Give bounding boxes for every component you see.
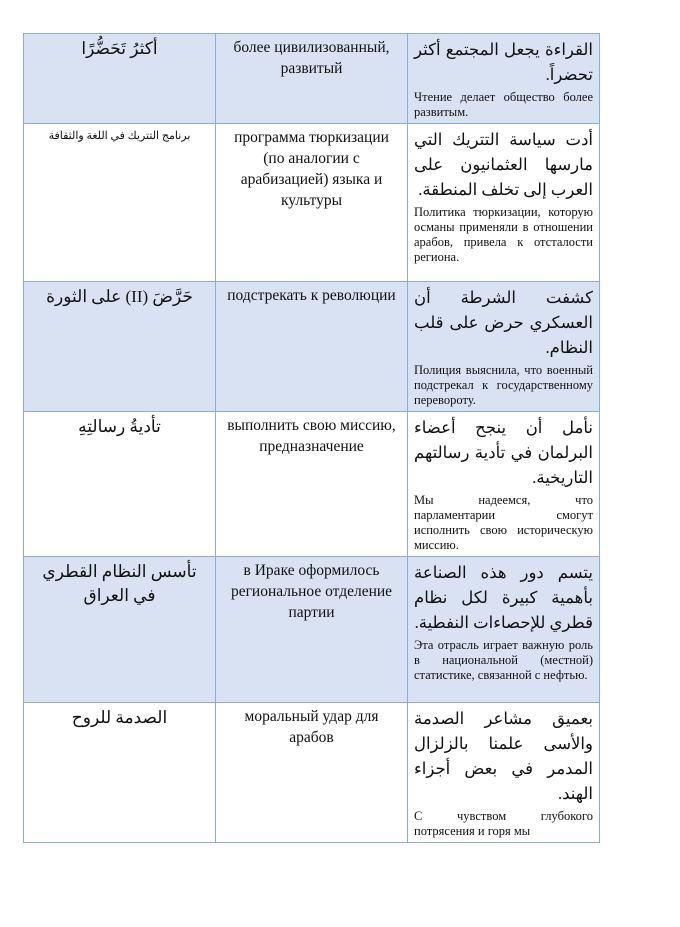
translation-cell <box>216 557 408 703</box>
term-cell <box>24 282 216 412</box>
translation-cell <box>216 282 408 412</box>
russian-example: Полиция выяснила, что военный подстрекал к государственному перевороту. <box>414 363 593 407</box>
table-row <box>24 703 600 843</box>
table-row <box>24 34 600 124</box>
vocabulary-table <box>23 33 600 843</box>
example-cell <box>408 124 600 282</box>
russian-translation: программа тюркизации (по аналогии с арабизацией) языка и культуры <box>234 129 389 209</box>
table-row <box>24 557 600 703</box>
russian-translation: выполнить свою миссию, предназначение <box>227 417 396 455</box>
russian-example: Эта отрасль играет важную роль в национальной (местной) статистике, связанной с нефтью. <box>414 638 593 682</box>
arabic-term: تأديةُ رسالتِهِ <box>78 417 161 436</box>
term-cell <box>24 124 216 282</box>
arabic-term: تأسس النظام القطري في العراق <box>42 562 197 605</box>
term-cell <box>24 703 216 843</box>
arabic-term: برنامج التتريك في اللغة والثقافة <box>48 130 191 142</box>
table-row <box>24 282 600 412</box>
arabic-example: أدت سياسة التتريك التي مارسها العثمانيون على العرب إلى تخلف المنطقة. <box>414 130 593 199</box>
translation-cell <box>216 412 408 557</box>
example-cell <box>408 703 600 843</box>
russian-translation: в Ираке оформилось региональное отделение партии <box>230 562 393 621</box>
term-cell <box>24 412 216 557</box>
russian-translation: моральный удар для арабов <box>244 708 379 746</box>
arabic-example: نأمل أن ينجح أعضاء البرلمان في تأدية رسالتهم التاريخية. <box>414 418 593 487</box>
arabic-example: بعميق مشاعر الصدمة والأسى علمنا بالزلزال المدمر في بعض أجزاء الهند. <box>414 709 593 803</box>
russian-example: Мы надеемся, что парламентарии смогут исполнить свою историческую миссию. <box>414 493 593 552</box>
arabic-term: حَرَّضَ (II) على الثورة <box>46 287 193 306</box>
translation-cell <box>216 34 408 124</box>
table-row <box>24 124 600 282</box>
example-cell <box>408 412 600 557</box>
russian-example: С чувством глубокого потрясения и горя мы <box>414 809 593 838</box>
table-row <box>24 412 600 557</box>
example-cell <box>408 557 600 703</box>
arabic-example: القراءة يجعل المجتمع أكثر تحضراً. <box>414 40 593 84</box>
arabic-term: أكثرُ تَحَضُّرًا <box>81 39 158 58</box>
russian-example: Чтение делает общество более развитым. <box>414 90 593 119</box>
example-cell <box>408 34 600 124</box>
translation-cell <box>216 703 408 843</box>
arabic-example: يتسم دور هذه الصناعة بأهمية كبيرة لكل نظام قطري للإحصاءات النفطية. <box>414 563 593 632</box>
translation-cell <box>216 124 408 282</box>
russian-example: Политика тюркизации, которую османы применяли в отношении арабов, привела к отсталости региона. <box>414 205 593 264</box>
arabic-example: كشفت الشرطة أن العسكري حرض على قلب النظام. <box>414 288 593 357</box>
term-cell <box>24 557 216 703</box>
term-cell <box>24 34 216 124</box>
russian-translation: подстрекать к революции <box>227 287 396 304</box>
example-cell <box>408 282 600 412</box>
russian-translation: более цивилизованный, развитый <box>233 39 390 77</box>
arabic-term: الصدمة للروح <box>71 708 168 727</box>
